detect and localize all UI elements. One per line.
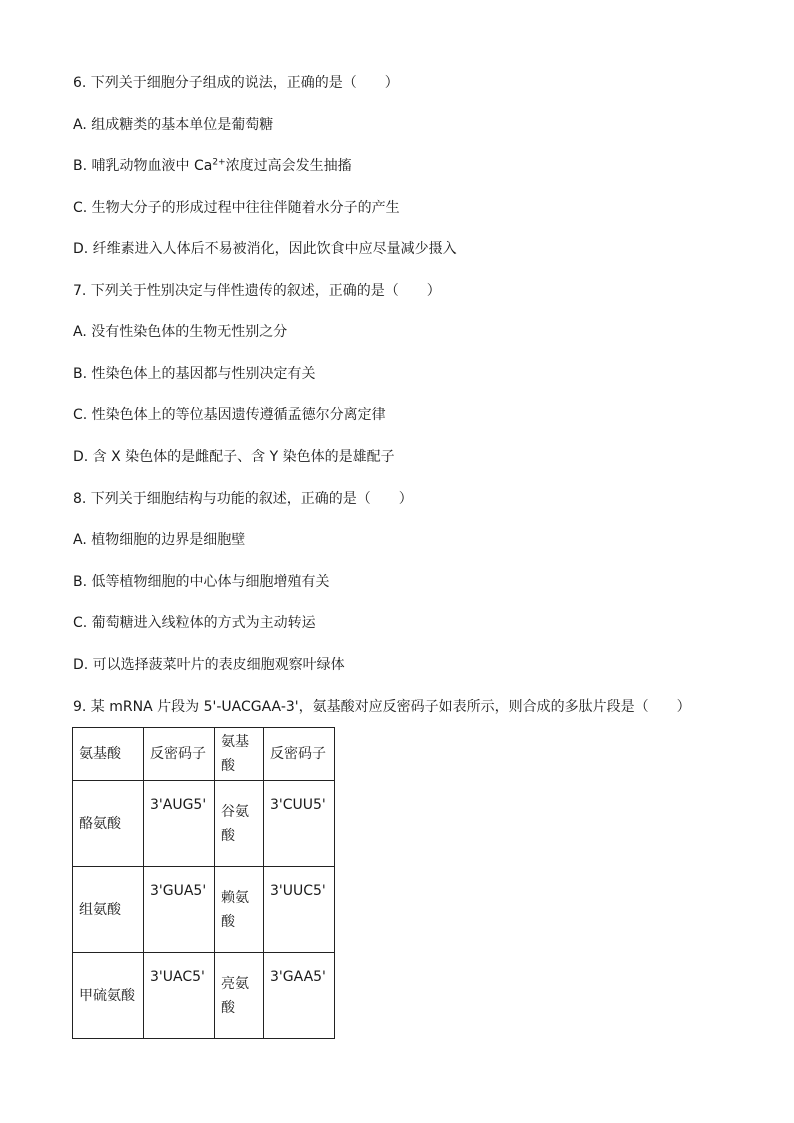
table-row bbox=[73, 781, 335, 867]
table-cell-anticodon bbox=[264, 953, 335, 1039]
anticodon-table bbox=[72, 727, 335, 1039]
q7-option-a: A. 没有性染色体的生物无性别之分 bbox=[73, 324, 288, 340]
anticodon-text: 3'AUG5' bbox=[150, 797, 207, 813]
table-cell-anticodon bbox=[144, 867, 215, 953]
q6-option-b bbox=[73, 157, 352, 175]
q6-option-b-superscript: 2+ bbox=[212, 157, 226, 168]
table-cell-amino-acid: 亮氨酸 bbox=[215, 953, 264, 1039]
q7-stem: 7. 下列关于性别决定与伴性遗传的叙述，正确的是（ ） bbox=[73, 283, 441, 299]
q6-option-b-rest: 浓度过高会发生抽搐 bbox=[225, 158, 352, 174]
table-header-cell: 反密码子 bbox=[264, 728, 335, 781]
table-cell-anticodon bbox=[264, 867, 335, 953]
q7-option-b: B. 性染色体上的基因都与性别决定有关 bbox=[73, 366, 316, 382]
table-cell-amino-acid: 谷氨酸 bbox=[215, 781, 264, 867]
anticodon-text: 3'UUC5' bbox=[270, 883, 326, 899]
q6-stem: 6. 下列关于细胞分子组成的说法，正确的是（ ） bbox=[73, 75, 399, 91]
table-cell-amino-acid: 甲硫氨酸 bbox=[73, 953, 144, 1039]
q8-stem: 8. 下列关于细胞结构与功能的叙述，正确的是（ ） bbox=[73, 491, 413, 507]
q7-option-d: D. 含 X 染色体的是雌配子、含 Y 染色体的是雄配子 bbox=[73, 449, 395, 465]
table-row bbox=[73, 867, 335, 953]
q6-option-d: D. 纤维素进入人体后不易被消化，因此饮食中应尽量减少摄入 bbox=[73, 241, 457, 257]
q8-option-b: B. 低等植物细胞的中心体与细胞增殖有关 bbox=[73, 574, 330, 590]
table-header-row bbox=[73, 728, 335, 781]
q6-option-b-text: B. 哺乳动物血液中 Ca bbox=[73, 158, 213, 174]
table-cell-amino-acid: 赖氨酸 bbox=[215, 867, 264, 953]
table-cell-anticodon bbox=[144, 953, 215, 1039]
q8-option-c: C. 葡萄糖进入线粒体的方式为主动转运 bbox=[73, 615, 316, 631]
table-header-cell: 反密码子 bbox=[144, 728, 215, 781]
q8-option-d: D. 可以选择菠菜叶片的表皮细胞观察叶绿体 bbox=[73, 657, 345, 673]
q6-option-a: A. 组成糖类的基本单位是葡萄糖 bbox=[73, 117, 274, 133]
anticodon-text: 3'UAC5' bbox=[150, 969, 205, 985]
anticodon-text: 3'GUA5' bbox=[150, 883, 207, 899]
q8-option-a: A. 植物细胞的边界是细胞壁 bbox=[73, 532, 246, 548]
table-header-cell: 氨基酸 bbox=[215, 728, 264, 781]
q9-stem: 9. 某 mRNA 片段为 5'-UACGAA-3'，氨基酸对应反密码子如表所示，则合成的多肽片段是（ ） bbox=[73, 699, 691, 715]
anticodon-text: 3'CUU5' bbox=[270, 797, 326, 813]
table-cell-anticodon bbox=[144, 781, 215, 867]
table-header-cell: 氨基酸 bbox=[73, 728, 144, 781]
q7-option-c: C. 性染色体上的等位基因遗传遵循孟德尔分离定律 bbox=[73, 407, 386, 423]
anticodon-text: 3'GAA5' bbox=[270, 969, 326, 985]
q6-option-c: C. 生物大分子的形成过程中往往伴随着水分子的产生 bbox=[73, 200, 400, 216]
table-row bbox=[73, 953, 335, 1039]
table-cell-amino-acid: 组氨酸 bbox=[73, 867, 144, 953]
table-cell-amino-acid: 酪氨酸 bbox=[73, 781, 144, 867]
table-cell-anticodon bbox=[264, 781, 335, 867]
